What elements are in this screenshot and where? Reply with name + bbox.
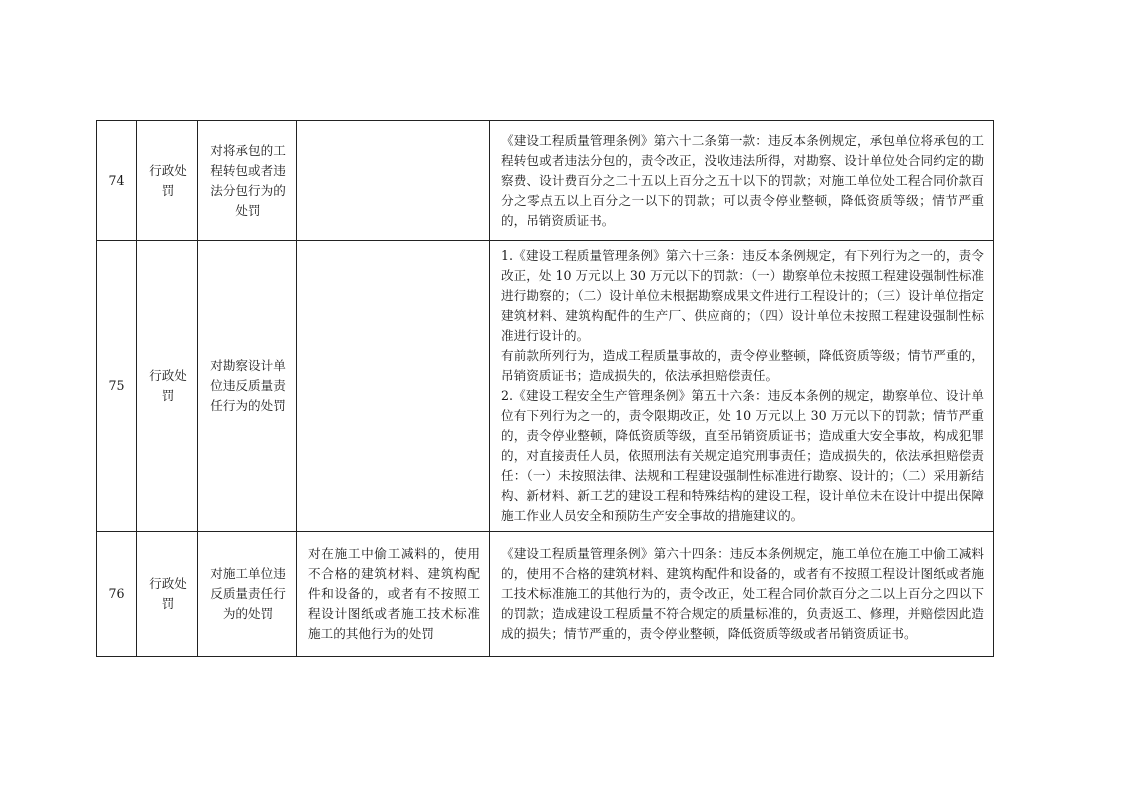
legal-basis-paragraph: 有前款所列行为，造成工程质量事故的，责令停业整顿，降低资质等级；情节严重的，吊销资质证书；造成损失的，依法承担赔偿责任。 — [501, 348, 984, 383]
penalty-type — [137, 121, 198, 241]
penalty-item-text: 对施工单位违反质量责任行为的处罚 — [210, 566, 286, 621]
row-number-text: 74 — [108, 172, 125, 188]
penalty-type-text: 行政处罚 — [149, 162, 187, 198]
penalty-sub-item-text: 对在施工中偷工减料的，使用不合格的建筑材料、建筑构配件和设备的，或者有不按照工程设计图纸或者施工技术标准施工的其他行为的处罚 — [308, 546, 480, 641]
legal-basis-paragraph: 1.《建设工程质量管理条例》第六十三条：违反本条例规定，有下列行为之一的，责令改正，处 10 万元以上 30 万元以下的罚款：（一）勘察单位未按照工程建设强制性标准进行勘察的；（二）设计单位未根据勘察成果文件进行工程设计的；（三）设计单位指定建筑材料、建筑构配件的生产厂、供应商的；（四）设计单位未按照工程建设强制性标准进行设计的。 — [501, 248, 984, 343]
legal-basis — [490, 121, 994, 241]
row-number-text: 75 — [108, 378, 125, 393]
penalty-item — [198, 532, 297, 657]
legal-basis-paragraph: 《建设工程质量管理条例》第六十四条：违反本条例规定，施工单位在施工中偷工减料的，使用不合格的建筑材料、建筑构配件和设备的，或者有不按照工程设计图纸或者施工技术标准施工的其他行为的，责令改正，处工程合同价款百分之二以上百分之四以下的罚款；造成建设工程质量不符合规定的质量标准的，负责返工、修理，并赔偿因此造成的损失；情节严重的，责令停业整顿，降低资质等级或者吊销资质证书。 — [501, 546, 984, 641]
row-number — [97, 241, 137, 532]
table-row — [97, 532, 994, 657]
penalty-type — [137, 532, 198, 657]
penalty-item-text: 对将承包的工程转包或者违法分包行为的处罚 — [210, 142, 286, 218]
row-number — [97, 121, 137, 241]
legal-basis — [490, 241, 994, 532]
penalty-item — [198, 121, 297, 241]
penalty-sub-item — [297, 532, 490, 657]
legal-basis-paragraph: 2.《建设工程安全生产管理条例》第五十六条：违反本条例的规定，勘察单位、设计单位有下列行为之一的，责令限期改正，处 10 万元以上 30 万元以下的罚款；情节严重的，责令停业整顿，降低资质等级，直至吊销资质证书；造成重大安全事故，构成犯罪的，对直接责任人员，依照刑法有关规定追究刑事责任；造成损失的，依法承担赔偿责任：（一）未按照法律、法规和工程建设强制性标准进行勘察、设计的；（二）采用新结构、新材料、新工艺的建设工程和特殊结构的建设工程，设计单位未在设计中提出保障施工作业人员安全和预防生产安全事故的措施建议的。 — [501, 388, 984, 523]
penalty-type-text: 行政处罚 — [149, 576, 187, 611]
row-number-text: 76 — [108, 586, 125, 601]
penalty-type-text: 行政处罚 — [149, 368, 187, 403]
table-row — [97, 121, 994, 241]
penalty-type — [137, 241, 198, 532]
penalty-item — [198, 241, 297, 532]
penalty-sub-item — [297, 121, 490, 241]
row-number — [97, 532, 137, 657]
table-row — [97, 241, 994, 532]
penalty-item-text: 对勘察设计单位违反质量责任行为的处罚 — [210, 358, 286, 413]
penalty-sub-item — [297, 241, 490, 532]
legal-basis — [490, 532, 994, 657]
legal-basis-paragraph: 《建设工程质量管理条例》第六十二条第一款：违反本条例规定，承包单位将承包的工程转包或者违法分包的，责令改正，没收违法所得，对勘察、设计单位处合同约定的勘察费、设计费百分之二十五以上百分之五十以下的罚款；对施工单位处工程合同价款百分之零点五以上百分之一以下的罚款；可以责令停业整顿，降低资质等级；情节严重的，吊销资质证书。 — [501, 132, 984, 228]
penalty-table — [96, 120, 994, 657]
